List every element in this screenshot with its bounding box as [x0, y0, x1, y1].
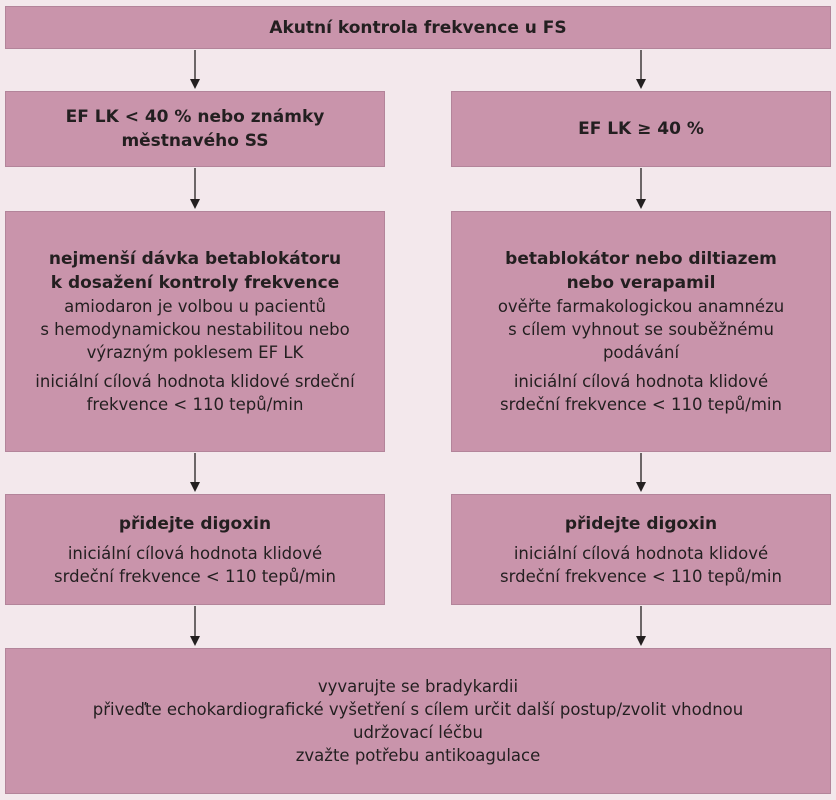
arrow-down-icon	[636, 606, 646, 646]
right-treatment-heading: nebo verapamil	[566, 273, 716, 293]
left-treatment-heading: nejmenší dávka betablokátoru	[48, 249, 342, 269]
arrow-down-icon	[190, 453, 200, 492]
arrow-down-icon	[190, 606, 200, 646]
right-treatment-note: podávání	[602, 343, 680, 362]
right-digoxin-heading: přidejte digoxin	[564, 513, 718, 534]
final-line: vyvarujte se bradykardii	[317, 677, 519, 696]
right-condition-text: EF LK ≥ 40 %	[578, 119, 704, 139]
right-digoxin-note: iniciální cílová hodnota klidové	[513, 543, 769, 563]
arrow-down-icon	[190, 50, 200, 89]
left-treatment-heading: k dosažení kontroly frekvence	[50, 273, 340, 293]
right-treatment-heading: betablokátor nebo diltiazem	[505, 249, 777, 269]
right-treatment-note: s cílem vyhnout se souběžnému	[508, 320, 774, 339]
arrow-down-icon	[636, 453, 646, 492]
right-digoxin-note: srdeční frekvence < 110 tepů/min	[500, 566, 782, 586]
left-condition-line: městnavého SS	[121, 131, 269, 151]
final-line: udržovací léčbu	[353, 723, 483, 742]
left-treatment-note: s hemodynamickou nestabilitou nebo	[40, 320, 350, 339]
left-digoxin-note: iniciální cílová hodnota klidové	[67, 543, 323, 563]
right-treatment-target: iniciální cílová hodnota klidové	[513, 372, 769, 391]
left-treatment-target: frekvence < 110 tepů/min	[86, 395, 304, 414]
right-treatment-target: srdeční frekvence < 110 tepů/min	[500, 395, 782, 414]
arrow-down-icon	[190, 168, 200, 209]
left-digoxin-note: srdeční frekvence < 110 tepů/min	[54, 566, 336, 586]
right-treatment-note: ověřte farmakologickou anamnézu	[497, 297, 785, 316]
diagram-title: Akutní kontrola frekvence u FS	[269, 17, 567, 38]
arrow-down-icon	[636, 168, 646, 209]
left-condition-line: EF LK < 40 % nebo známky	[65, 107, 325, 127]
final-line: zvažte potřebu antikoagulace	[295, 746, 541, 765]
left-digoxin-heading: přidejte digoxin	[118, 513, 272, 534]
final-line: přiveďte echokardiografické vyšetření s cílem určit další postup/zvolit vhodnou	[92, 700, 744, 719]
left-treatment-target: iniciální cílová hodnota klidové srdeční	[35, 372, 355, 391]
left-treatment-note: amiodaron je volbou u pacientů	[64, 297, 326, 316]
left-treatment-note: výrazným poklesem EF LK	[86, 343, 304, 362]
arrow-down-icon	[636, 50, 646, 89]
